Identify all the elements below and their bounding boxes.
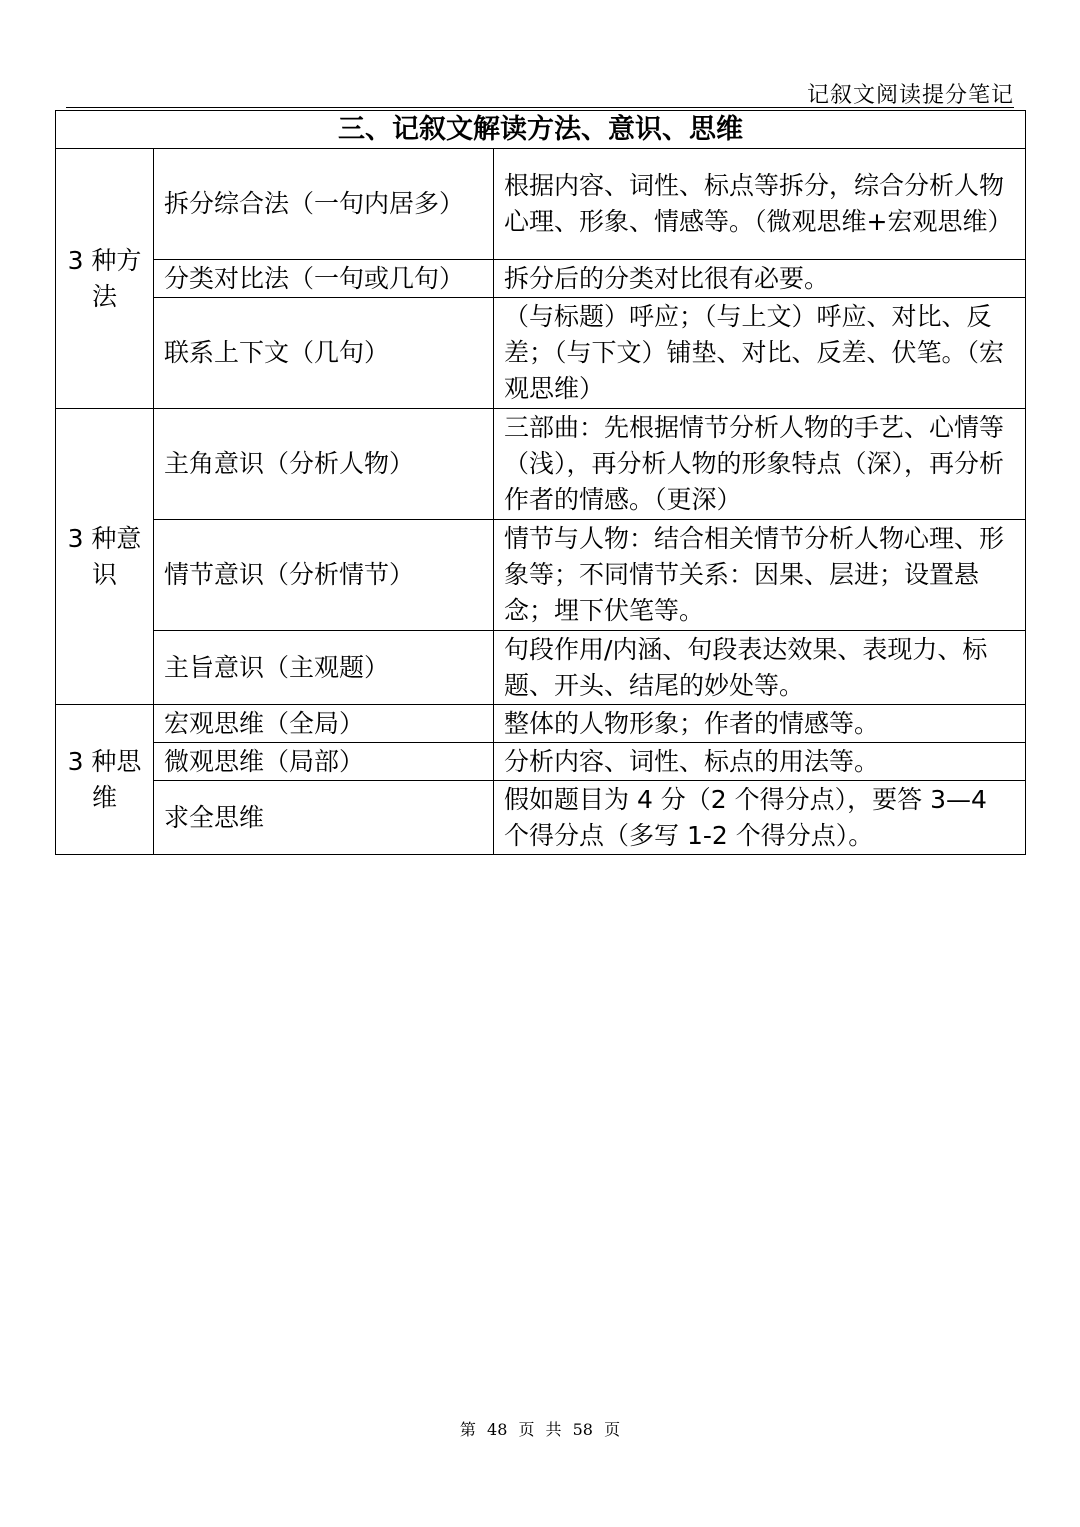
table-title-row [56, 111, 1026, 149]
method-cell: 主角意识（分析人物） [154, 409, 494, 520]
description-cell: 情节与人物：结合相关情节分析人物心理、形象等；不同情节关系：因果、层进；设置悬念；埋下伏笔等。 [494, 520, 1026, 631]
description-cell: 假如题目为 4 分（2 个得分点），要答 3—4 个得分点（多写 1-2 个得分点）。 [494, 781, 1026, 855]
method-cell: 微观思维（局部） [154, 743, 494, 781]
description-cell: 句段作用/内涵、句段表达效果、表现力、标题、开头、结尾的妙处等。 [494, 631, 1026, 705]
document-header-title: 记叙文阅读提分笔记 [806, 83, 1014, 108]
method-cell: 求全思维 [154, 781, 494, 855]
header-rule [66, 107, 1014, 108]
description-cell: （与标题）呼应；（与上文）呼应、对比、反差；（与下文）铺垫、对比、反差、伏笔。（宏观思维） [494, 298, 1026, 409]
method-cell: 情节意识（分析情节） [154, 520, 494, 631]
table-row [56, 631, 1026, 705]
table-row [56, 781, 1026, 855]
page-number: 第 48 页 共 58 页 [459, 1420, 621, 1439]
method-cell: 宏观思维（全局） [154, 705, 494, 743]
description-cell: 根据内容、词性、标点等拆分，综合分析人物心理、形象、情感等。（微观思维+宏观思维） [494, 149, 1026, 260]
table-row [56, 409, 1026, 520]
group-label-methods: 3 种方法 [56, 149, 154, 409]
table-title: 三、记叙文解读方法、意识、思维 [56, 111, 1026, 149]
description-cell: 三部曲：先根据情节分析人物的手艺、心情等（浅），再分析人物的形象特点（深），再分析作者的情感。（更深） [494, 409, 1026, 520]
method-cell: 联系上下文（几句） [154, 298, 494, 409]
method-cell: 主旨意识（主观题） [154, 631, 494, 705]
table-row [56, 298, 1026, 409]
table-row [56, 520, 1026, 631]
description-cell: 整体的人物形象；作者的情感等。 [494, 705, 1026, 743]
description-cell: 拆分后的分类对比很有必要。 [494, 260, 1026, 298]
table-row [56, 705, 1026, 743]
reading-methods-table [55, 110, 1026, 855]
table-row [56, 260, 1026, 298]
table-row [56, 743, 1026, 781]
group-label-awareness: 3 种意识 [56, 409, 154, 705]
table-row [56, 149, 1026, 260]
description-cell: 分析内容、词性、标点的用法等。 [494, 743, 1026, 781]
method-cell: 拆分综合法（一句内居多） [154, 149, 494, 260]
method-cell: 分类对比法（一句或几句） [154, 260, 494, 298]
group-label-thinking: 3 种思维 [56, 705, 154, 855]
